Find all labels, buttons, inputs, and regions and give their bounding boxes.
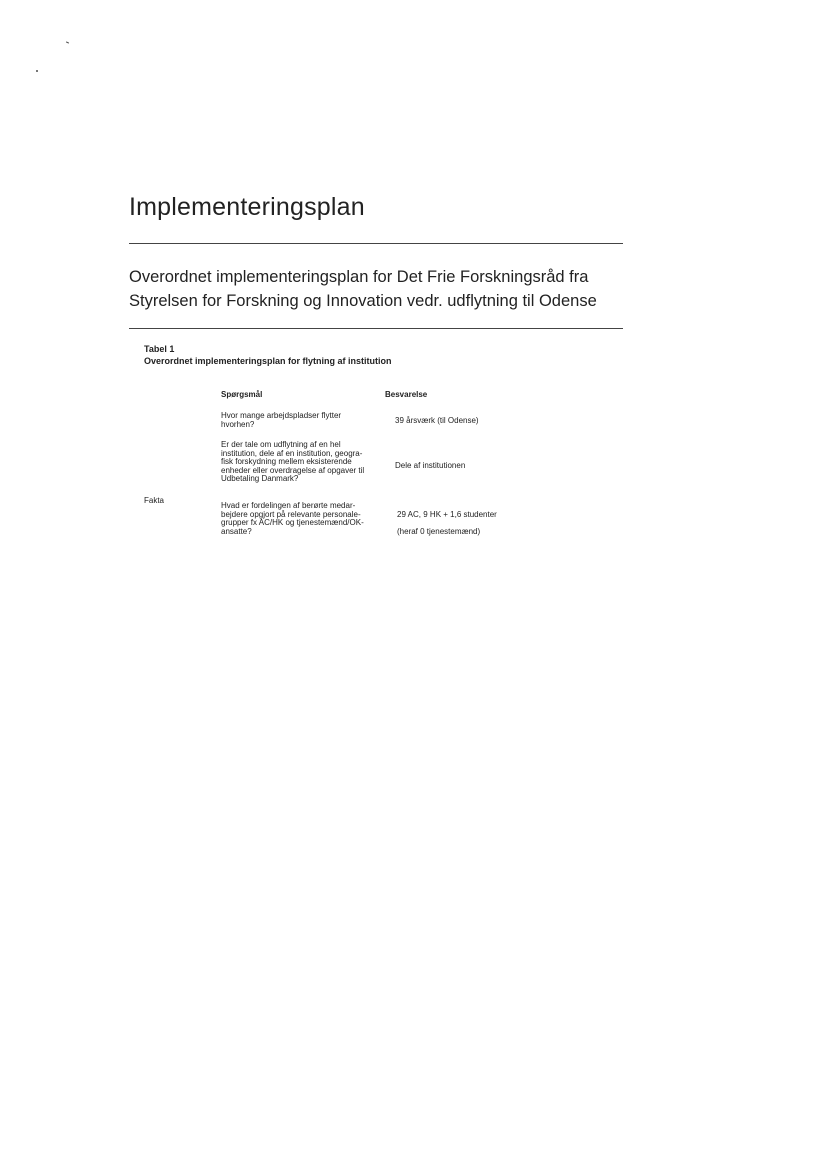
answer-line: 29 AC, 9 HK + 1,6 studenter [397, 510, 497, 519]
question-line: Udbetaling Danmark? [221, 474, 299, 484]
table-row-question [221, 502, 386, 536]
scan-speck [36, 70, 38, 72]
question-line: enheder eller overdragelse af opgaver til [221, 465, 365, 475]
subtitle-line: Overordnet implementeringsplan for Det Frie Forskningsråd fra [129, 268, 589, 286]
question-line: ansatte? [221, 526, 252, 536]
answer-line: 39 årsværk (til Odense) [395, 416, 479, 425]
table-row-answer-note [397, 528, 480, 537]
question-line: grupper fx AC/HK og tjenestemænd/OK- [221, 518, 364, 528]
question-line: hvorhen? [221, 419, 255, 429]
divider-bottom [129, 328, 623, 329]
table-title: Overordnet implementeringsplan for flytning af institution [144, 356, 392, 366]
subtitle-line: Styrelsen for Forskning og Innovation vedr. udflytning til Odense [129, 292, 597, 310]
divider-top [129, 243, 623, 244]
column-header-question: Spørgsmål [221, 390, 263, 399]
table-number: Tabel 1 [144, 344, 175, 354]
table-row-question [221, 412, 381, 429]
scan-speck [66, 41, 69, 43]
question-line: Er der tale om udflytning af en hel [221, 440, 341, 449]
question-line: institution, dele af en institution, geogra- [221, 448, 363, 458]
table-row-question [221, 441, 386, 484]
question-line: fisk forskydning mellem eksisterende [221, 457, 352, 467]
question-line: Hvor mange arbejdspladser flytter [221, 411, 342, 420]
question-line: Hvad er fordelingen af berørte medar- [221, 501, 356, 510]
column-header-answer: Besvarelse [385, 390, 428, 399]
document-subtitle [129, 265, 629, 313]
answer-line: Dele af institutionen [395, 461, 466, 470]
answer-line: (heraf 0 tjenestemænd) [397, 527, 481, 536]
table-caption [144, 343, 392, 367]
section-label-fakta: Fakta [144, 496, 165, 505]
table-row-answer [395, 417, 479, 426]
table-row-answer [397, 511, 497, 520]
question-line: bejdere opgjort på relevante personale- [221, 509, 361, 519]
table-row-answer [395, 462, 465, 471]
page-title: Implementeringsplan [129, 193, 365, 221]
